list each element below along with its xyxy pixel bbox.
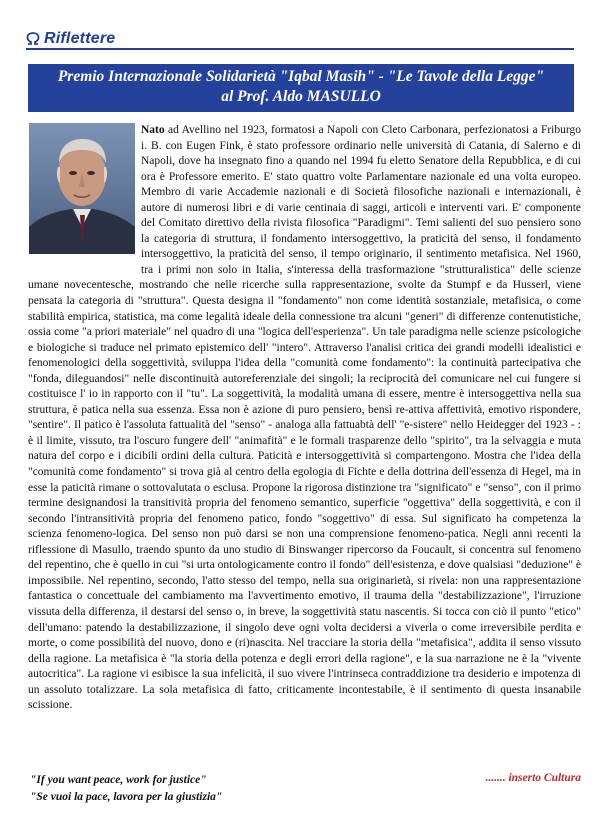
header-divider — [26, 48, 574, 50]
omega-logo-icon — [26, 32, 40, 46]
section-label: ....... inserto Cultura — [485, 772, 581, 784]
article-lead-word: Nato — [141, 124, 165, 136]
masthead — [26, 30, 115, 48]
quote-italian: "Se vuoi la pace, lavora per la giustizia" — [30, 791, 223, 803]
article-text: ad Avellino nel 1923, formatosi a Napoli con Cleto Carbonara, perfezionatosi a Friburgo i. B. con Eugen Fink, è stato professore ordinario nelle università di Catania, di Salerno e di Napoli, dove ha insegnato fino a quando nel 1994 fu eletto Senatore della Repubblica, e di cui ora è Professore emerito. E' stato quattro volte Parlamentare nazionale ed una volta europeo. Membro di varie Accademie nazionali e di Società filosofiche nazionali e internazionali, è autore di numerosi libri e di varie centinaia di saggi, articoli e interventi vari. E' componente del Comitato direttivo della rivista filosofica "Paradigmi". Temi salienti del suo pensiero sono la categoria di struttura, il fondamento intersoggettivo, la praticità del senso, il fondamento intersoggettivo, la praticità del senso, il tempo originario, il sentimento metafisica. Nel 1960, tra i primi non solo in Italia, s'interessa della trasformazione "strutturalistica" delle scienze umane novecentesche, mostrando che nelle ricerche sulla rappresentazione, svolte da Stumpf e da Husserl, viene pensata la categoria di "struttura". Questa designa il "fondamento" non come identità sostanziale, metafisica, o come stabilità empirica, statistica, ma come legalità ideale della connessione tra alcuni "generi" di differenze contenutistiche, ossia come "a priori materiale" nel quadro di una "logica dell'esperienza". Un tale paradigma nelle scienze psicologiche e biologiche si traduce nel primato epistemico dell' "intero". Attraverso l'analisi critica dei grandi modelli idealistici e fenomenologici della soggettività, sviluppa l'idea della "comunità come fondamento": la continuità partecipativa che "fonda, dileguandosi" nelle discontinuità autoreferenziale dei singoli; la reciprocità del comunicare nel cui fungere si costituisce l' io in rapporto con il "tu". La soggettività, la modalità umana di essere, mentre è intersoggettiva nella sua struttura, è patica nella sua essenza. Essa non è azione di puro pensiero, bensì re-attiva affettività, emotivo rispondere, "sentire". Il patico è l'assoluta fattualità del "senso" - analoga alla fattuabtà dell' "e-sistere" nello Heidegger del 1923 - : è il limite, vissuto, tra l'oscuro fungere dell' "animafità" e le formali trasparenze dello "spirito", tra la selvaggia e muta natura del corpo e i dicibili ordini della cultura. Paticità e intersoggettività si compartengono. Mostra che l'idea della "comunità come fondamento" si trova già al centro della egologia di Fichte e della dottrina dell'essenza di Hegel, ma in esse la paticità rimane o sottovalutata o esclusa. Propone la rigorosa distinzione tra "significato" e "senso", con il primo termine designandosi la transitività propria del fenomeno semantico, superficie "oggettiva" della soggettività, e con il secondo l'intransitività propria del fenomeno patico, fondo "soggettivo" di essa. Sul significato ha competenza la scienza fenomeno-logica. Del senso non può darsi se non una comprensione fenomeno-patica. Negli anni recenti la riflessione di Masullo, traendo spunto da uno studio di Binswanger ripercorso da Foucault, si concentra sul fenomeno del repentino, che è quello in cui "si urta ontologicamente contro il fondo" dell'esistenza, e dove qualsiasi "deduzione" è impossibile. Nel repentino, secondo, l'atto stesso del tempo, nella sua originarietà, si rivela: non una rappresentazione fantastica o concettuale del cambiamento ma l'avvertimento emotivo, il trauma della "destabilizzazione", l'irruzione vissuta della differenza, il destarsi del senso o, in breve, la soggettività statu nascentis. Si tocca con ciò il punto "etico" dell'umano: patendo la destabilizzazione, il singolo deve ogni volta decidersi a viverla o come irreversibile perdita e morte, o come possibilità del nuovo, dono e (ri)nascita. Nel tracciare la storia della "metafisica", addita il senso vissuto della ragione. La metafisica è "la storia della potenza e degli errori della ragione", e la sua narrazione ne è la "vivente autocritica". La ragione vi esibisce la sua infelicità, il suo vivere l'intrinseca contraddizione tra desiderio e impotenza di un assoluto totalizzare. La sola metafisica di fatto, criticamente incontestabile, è il sentimento di questa insanabile scissione. — [28, 124, 581, 712]
article-body — [0, 123, 581, 714]
banner-title-line1: Premio Internazionale Solidarietà "Iqbal Masih" - "Le Tavole della Legge" — [57, 68, 545, 85]
title-banner — [28, 64, 574, 112]
brand-title: Riflettere — [44, 30, 116, 47]
footer-quotes — [30, 772, 222, 806]
banner-title-line2: al Prof. Aldo MASULLO — [221, 88, 381, 105]
quote-english: "If you want peace, work for justice" — [30, 774, 207, 786]
photo-float-spacer — [28, 123, 141, 271]
